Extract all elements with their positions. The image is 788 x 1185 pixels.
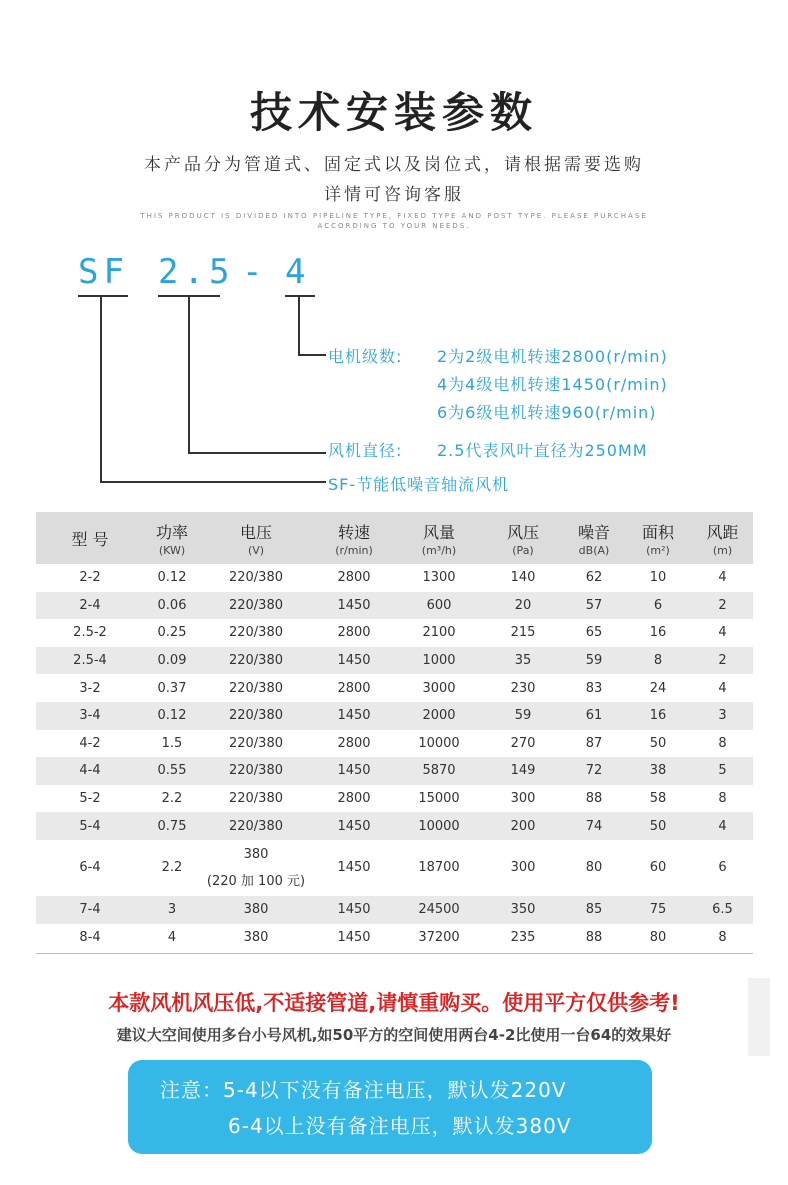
table-cell: 0.06	[144, 592, 200, 620]
table-cell: 7-4	[36, 896, 144, 924]
header-label: 转速	[337, 522, 370, 542]
table-cell: 270	[510, 735, 536, 751]
table-cell: 62	[585, 570, 603, 586]
motor-option-4: 4为4级电机转速1450(r/min)	[437, 375, 668, 394]
table-cell: 2800	[337, 680, 371, 696]
header-label: 风量	[422, 522, 455, 542]
warning-advice-text: 建议大空间使用多台小号风机,如50平方的空间使用两台4-2比使用一台64的效果好	[116, 1026, 672, 1044]
table-cell: 220/380	[200, 647, 312, 675]
table-cell: 4	[718, 625, 727, 641]
table-cell: 24	[649, 680, 667, 696]
table-cell: 2.2	[161, 791, 183, 807]
table-cell: 2100	[422, 625, 456, 641]
header-cell	[396, 512, 482, 564]
table-cell: 220/380	[228, 735, 283, 751]
model-part-sf: SF	[78, 252, 129, 292]
table-cell: 600	[396, 592, 482, 620]
table-cell: 85	[564, 896, 624, 924]
table-row	[36, 812, 753, 840]
table-cell: 220/380	[228, 680, 283, 696]
header-cell	[144, 512, 200, 564]
table-cell: 10000	[396, 812, 482, 840]
table-cell: 1450	[337, 929, 371, 945]
table-row	[36, 592, 753, 620]
subtitle-line-1: 本产品分为管道式、固定式以及岗位式，请根据需要选购	[144, 155, 644, 175]
header-unit: (r/min)	[335, 543, 373, 557]
table-cell: 1000	[396, 647, 482, 675]
table-cell: 61	[564, 702, 624, 730]
table-cell: 2800	[337, 570, 371, 586]
header-unit: (Pa)	[512, 543, 534, 557]
voltage-value: 380	[243, 846, 269, 862]
table-cell: 220/380	[228, 570, 283, 586]
table-cell: 8	[718, 735, 727, 751]
table-cell: 16	[624, 702, 692, 730]
table-cell: 1450	[312, 812, 396, 840]
table-cell: 0.75	[144, 812, 200, 840]
table-cell: 60	[649, 860, 667, 876]
table-cell: 6.5	[692, 896, 753, 924]
table-cell: 72	[564, 757, 624, 785]
table-cell: 235	[510, 929, 536, 945]
header-label: 风压	[506, 522, 539, 542]
table-cell: 50	[624, 812, 692, 840]
table-cell: 2.5-4	[36, 647, 144, 675]
table-cell: 300	[510, 860, 536, 876]
connector-motor-vertical	[298, 295, 300, 355]
underline-motor	[285, 295, 315, 297]
table-cell: 0.37	[157, 680, 187, 696]
table-cell: 8	[718, 929, 727, 945]
table-cell: 59	[564, 647, 624, 675]
table-cell: 8	[624, 647, 692, 675]
subtitle-line-2: 详情可咨询客服	[324, 185, 464, 205]
table-cell: 1450	[337, 860, 371, 876]
table-row	[36, 647, 753, 675]
table-cell: 4-2	[79, 735, 101, 751]
notice-line-1: 注意：5-4以下没有备注电压，默认发220V	[160, 1078, 567, 1102]
table-row	[36, 757, 753, 785]
table-cell: 58	[649, 791, 667, 807]
table-row	[36, 924, 753, 952]
header-label: 电压	[239, 522, 272, 542]
table-cell: 59	[482, 702, 564, 730]
table-cell: 1.5	[161, 735, 183, 751]
header-unit: dB(A)	[578, 543, 610, 557]
table-cell: 215	[510, 625, 536, 641]
table-cell: 5870	[396, 757, 482, 785]
table-row	[36, 674, 753, 702]
table-cell: 16	[649, 625, 667, 641]
english-subtitle-line-1: THIS PRODUCT IS DIVIDED INTO PIPELINE TYPE, FIXED TYPE AND POST TYPE. PLEASE PURCHASE	[140, 212, 648, 220]
table-cell: 10	[649, 570, 667, 586]
table-cell: 35	[482, 647, 564, 675]
table-cell	[200, 840, 312, 896]
table-cell: 230	[510, 680, 536, 696]
connector-diameter-vertical	[188, 295, 190, 453]
table-cell: 1300	[422, 570, 456, 586]
table-cell: 1450	[312, 592, 396, 620]
connector-motor-horizontal	[298, 354, 326, 356]
table-cell: 5	[692, 757, 753, 785]
table-cell: 3-4	[36, 702, 144, 730]
table-cell: 74	[564, 812, 624, 840]
table-cell: 2800	[337, 625, 371, 641]
table-cell: 1450	[312, 896, 396, 924]
table-cell: 220/380	[228, 625, 283, 641]
header-cell	[564, 512, 624, 564]
table-cell: 380	[200, 896, 312, 924]
table-cell: 2000	[396, 702, 482, 730]
table-cell: 2800	[337, 791, 371, 807]
header-unit: (m²)	[646, 543, 670, 557]
table-cell: 5-2	[79, 791, 101, 807]
model-part-diameter: 2.5	[158, 252, 235, 292]
table-cell: 4	[718, 570, 727, 586]
underline-sf	[78, 295, 128, 297]
table-row	[36, 785, 753, 813]
model-part-dash: -	[242, 252, 268, 292]
table-cell: 0.55	[144, 757, 200, 785]
table-cell: 3	[144, 896, 200, 924]
table-cell: 2800	[337, 735, 371, 751]
table-cell: 2.2	[161, 860, 183, 876]
table-cell: 220/380	[200, 812, 312, 840]
fan-type-text: SF-节能低噪音轴流风机	[328, 475, 510, 494]
motor-option-2: 2为2级电机转速2800(r/min)	[437, 347, 668, 366]
header-label: 型 号	[71, 529, 109, 549]
header-unit: (m)	[712, 543, 733, 557]
header-unit: (KW)	[158, 543, 186, 557]
table-cell: 4	[692, 812, 753, 840]
table-cell: 4	[718, 680, 727, 696]
model-part-motor: 4	[285, 252, 311, 292]
table-header-row	[36, 512, 753, 564]
table-cell: 200	[482, 812, 564, 840]
table-cell: 0.12	[157, 570, 187, 586]
table-cell: 4	[167, 929, 177, 945]
table-cell: 88	[585, 929, 603, 945]
table-cell: 140	[510, 570, 536, 586]
table-cell: 1450	[312, 757, 396, 785]
table-row	[36, 730, 753, 758]
table-cell: 1450	[312, 647, 396, 675]
table-cell: 80	[585, 860, 603, 876]
header-label: 风距	[706, 522, 739, 542]
table-cell: 3-2	[79, 680, 101, 696]
table-cell: 8	[718, 791, 727, 807]
table-cell: 3000	[422, 680, 456, 696]
table-cell: 18700	[418, 860, 460, 876]
table-cell: 37200	[418, 929, 460, 945]
table-cell: 10000	[418, 735, 460, 751]
header-cell	[312, 512, 396, 564]
table-cell: 350	[482, 896, 564, 924]
header-label: 面积	[641, 522, 674, 542]
table-cell: 87	[585, 735, 603, 751]
connector-type-horizontal	[100, 481, 326, 483]
table-cell: 75	[624, 896, 692, 924]
table-cell: 220/380	[228, 791, 283, 807]
header-cell	[200, 512, 312, 564]
header-cell	[624, 512, 692, 564]
table-cell: 15000	[418, 791, 460, 807]
voltage-note: (220 加 100 元)	[206, 873, 306, 889]
table-cell: 0.12	[144, 702, 200, 730]
motor-option-6: 6为6级电机转速960(r/min)	[437, 403, 657, 422]
spec-table	[36, 512, 753, 951]
table-cell: 380	[243, 929, 269, 945]
table-cell: 2	[692, 592, 753, 620]
header-unit: (V)	[247, 543, 265, 557]
table-cell: 38	[624, 757, 692, 785]
table-cell: 1450	[312, 702, 396, 730]
table-cell: 220/380	[200, 702, 312, 730]
table-body	[36, 564, 753, 951]
connector-diameter-horizontal	[188, 452, 326, 454]
table-cell: 5-4	[36, 812, 144, 840]
table-cell: 6-4	[79, 860, 101, 876]
table-cell: 3	[692, 702, 753, 730]
table-cell: 300	[510, 791, 536, 807]
table-cell: 2	[692, 647, 753, 675]
table-row	[36, 619, 753, 647]
english-subtitle-line-2: ACCORDING TO YOUR NEEDS.	[317, 222, 471, 230]
table-cell: 88	[585, 791, 603, 807]
warning-red-text: 本款风机风压低,不适接管道,请慎重购买。使用平方仅供参考!	[108, 991, 680, 1015]
table-cell: 149	[482, 757, 564, 785]
notice-box	[128, 1060, 652, 1154]
header-label: 功率	[155, 522, 188, 542]
table-bottom-divider	[36, 953, 753, 954]
header-label: 噪音	[577, 522, 610, 542]
table-row	[36, 564, 753, 592]
table-cell: 6	[624, 592, 692, 620]
table-cell: 220/380	[200, 592, 312, 620]
table-cell: 20	[482, 592, 564, 620]
table-row	[36, 702, 753, 730]
table-cell: 57	[564, 592, 624, 620]
table-cell: 50	[649, 735, 667, 751]
table-cell: 2.5-2	[73, 625, 107, 641]
motor-label: 电机级数:	[328, 347, 403, 366]
notice-line-2: 6-4以上没有备注电压，默认发380V	[228, 1114, 572, 1138]
table-cell: 4-4	[36, 757, 144, 785]
header-unit: (m³/h)	[421, 543, 457, 557]
header-cell	[36, 512, 144, 564]
table-cell: 80	[649, 929, 667, 945]
table-cell: 2-2	[79, 570, 101, 586]
table-row	[36, 896, 753, 924]
table-cell: 24500	[396, 896, 482, 924]
diameter-label: 风机直径:	[328, 441, 403, 460]
header-cell	[692, 512, 753, 564]
table-cell: 83	[585, 680, 603, 696]
table-cell: 8-4	[79, 929, 101, 945]
table-cell: 6	[718, 860, 727, 876]
table-row	[36, 840, 753, 896]
table-cell: 2-4	[36, 592, 144, 620]
table-cell: 220/380	[200, 757, 312, 785]
page-title: 技术安装参数	[249, 88, 538, 137]
table-cell: 65	[585, 625, 603, 641]
table-cell: 0.09	[144, 647, 200, 675]
table-cell: 0.25	[157, 625, 187, 641]
header-cell	[482, 512, 564, 564]
connector-type-vertical	[100, 295, 102, 482]
diameter-text: 2.5代表风叶直径为250MM	[437, 441, 648, 460]
